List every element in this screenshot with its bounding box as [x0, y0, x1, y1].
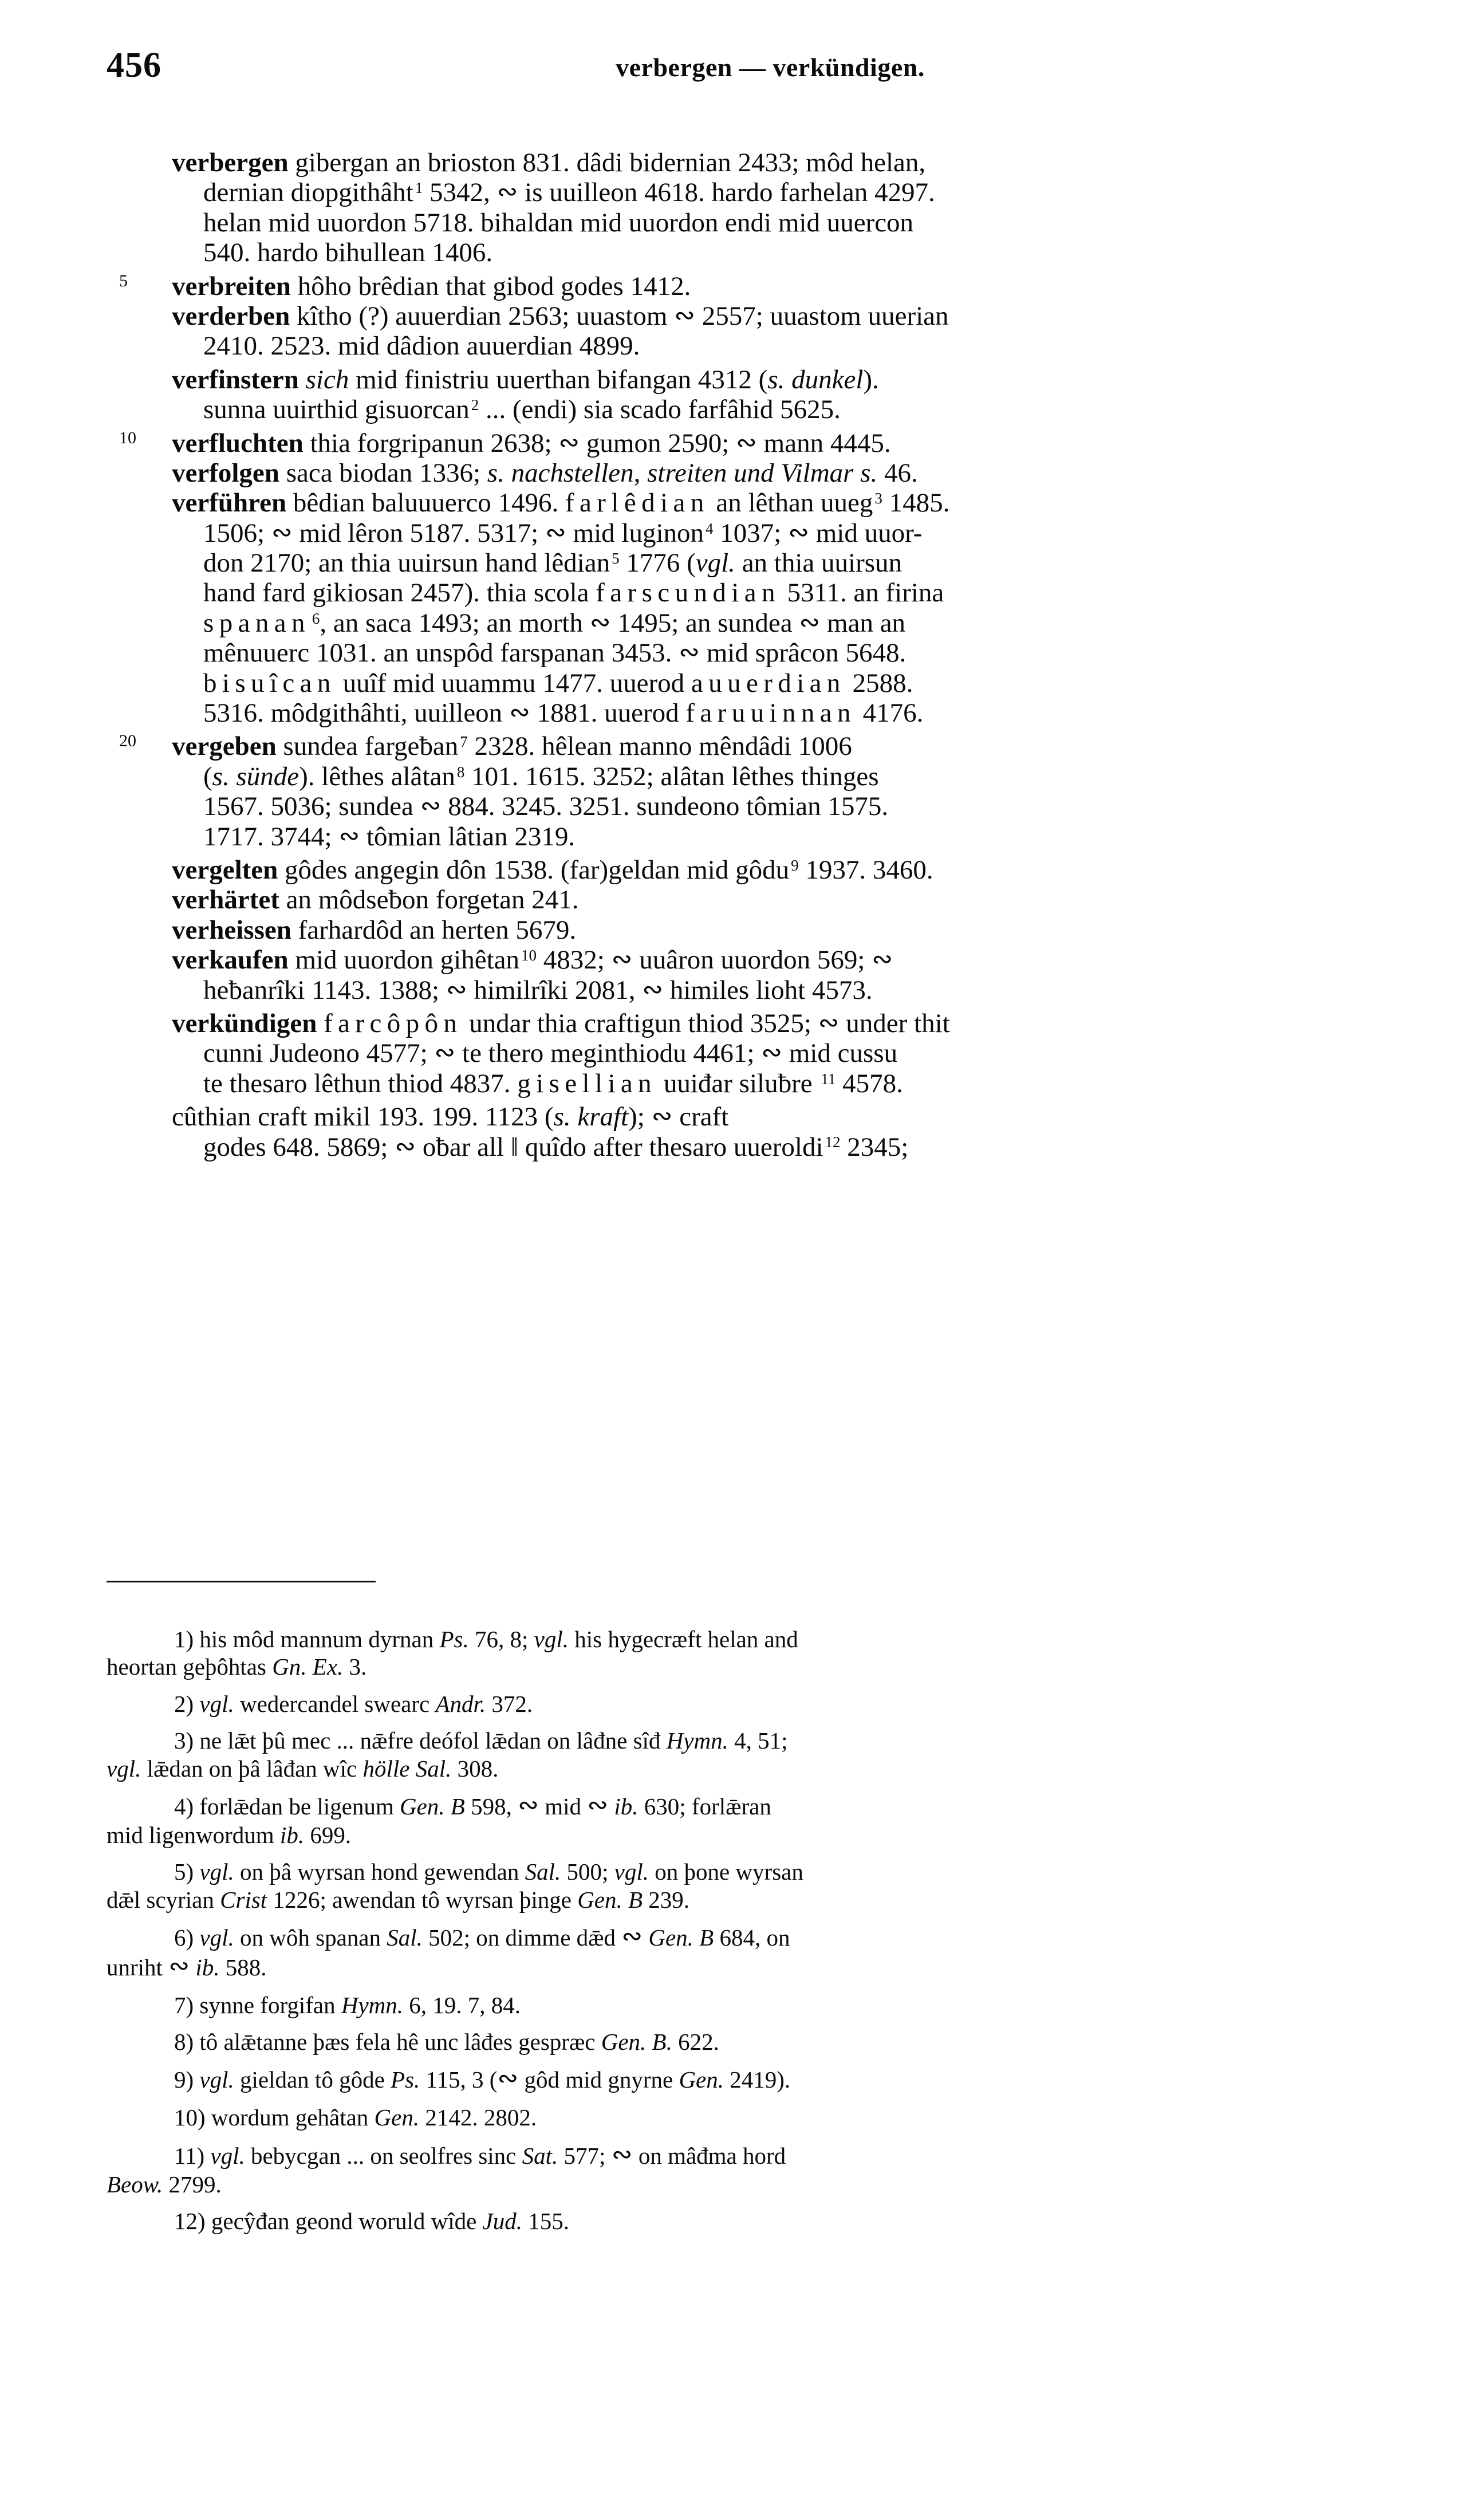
dictionary-entry: cûthian craft mikil 193. 199. 1123 (s. kraft); ∾ craft godes 648. 5869; ∾ oƀar all ‖ quîdo after thesaro uueroldi $^{12}$ 2345; — [172, 1102, 909, 1162]
headword: verheissen — [172, 915, 291, 945]
line-number: 10 — [119, 428, 136, 447]
footnote-ref[interactable]: 9 — [791, 856, 799, 874]
headword: vergeben — [172, 731, 277, 762]
dictionary-entry: verfinstern sich mid finistriu uuerthan bifangan 4312 (s. dunkel). sunna uuirthid gisuorcan $^2$ ... (endi) sia scado farfâhid 5625. — [172, 364, 879, 425]
footnote-ref[interactable]: 6 — [312, 609, 320, 627]
headword: verfinstern — [172, 364, 299, 395]
footnote-ref[interactable]: 3 — [874, 490, 882, 507]
headword: verderben — [172, 301, 290, 331]
footnote-item: 5) vgl. on þâ wyrsan hond gewendan Sal. 500; vgl. on þone wyrsan dǣl scyrian Crist 1226; awendan tô wyrsan þinge Gen. B 239. — [107, 1858, 803, 1913]
footnote-ref[interactable]: 1 — [415, 179, 423, 197]
dictionary-entry: 10 verfluchten thia forgripanun 2638; ∾ gumon 2590; ∾ mann 4445. — [119, 428, 891, 458]
headword: verführen — [172, 488, 287, 518]
footnote-item: 7) synne forgifan Hymn. 6, 19. 7, 84. — [174, 1991, 521, 2018]
footnote-item: 12) gecŷđan geond woruld wîde Jud. 155. — [174, 2208, 569, 2235]
dictionary-entry: verfolgen saca biodan 1336; s. nachstellen, streiten und Vilmar s. 46. — [172, 458, 918, 488]
footnote-rule — [107, 1581, 376, 1582]
footnote-item: 8) tô alǣtanne þæs fela hê unc lâđes gespræc Gen. B. 622. — [174, 2029, 719, 2056]
dictionary-entry: verderben kîtho (?) auuerdian 2563; uuastom ∾ 2557; uuastom uuerian 2410. 2523. mid dâdion auuerdian 4899. — [172, 301, 949, 361]
footnote-ref[interactable]: 8 — [456, 763, 465, 781]
dictionary-entry: 5 verbreiten hôho brêdian that gibod godes 1412. — [119, 271, 691, 301]
headword: verkündigen — [172, 1008, 317, 1038]
footnote-item: 2) vgl. wedercandel swearc Andr. 372. — [174, 1690, 533, 1717]
dictionary-entry: vergelten gôdes angegin dôn 1538. (far)geldan mid gôdu $^9$ 1937. 3460. — [172, 855, 933, 885]
footnote-ref[interactable]: 10 — [521, 947, 537, 964]
footnote-ref[interactable]: 12 — [825, 1133, 841, 1151]
headword: verbergen — [172, 148, 289, 178]
footnote-item: 4) forlǣdan be ligenum Gen. B 598, ∾ mid ∾ ib. 630; forlǣran mid ligenwordum ib. 699. — [107, 1790, 771, 1848]
dictionary-entry: verbergen gibergan an brioston 831. dâdi bidernian 2433; môd helan, dernian diopgithâht $^1$ 5342, ∾ is uuilleon 4618. hardo farhelan 4297. helan mid uuordon 5718. bihaldan mid uuordon endi mid uuercon 540. hardo bihullean 1406. — [172, 148, 935, 268]
line-number: 5 — [119, 271, 128, 290]
dictionary-entry: verkündigen farcôpôn undar thia craftigun thiod 3525; ∾ under thit cunni Judeono 4577; ∾ te thero meginthiodu 4461; ∾ mid cussu te thesaro lêthun thiod 4837. gisellian uuiđar siluƀre $^{11}$ 4578. — [172, 1008, 950, 1098]
footnote-item: 3) ne lǣt þû mec ... nǣfre deófol lǣdan on lâđne sîđ Hymn. 4, 51; vgl. lǣdan on þâ lâđan wîc hölle Sal. 308. — [107, 1727, 788, 1782]
dictionary-entry: verheissen farhardôd an herten 5679. — [172, 915, 577, 945]
footnote-item: 9) vgl. gieldan tô gôde Ps. 115, 3 (∾ gôd mid gnyrne Gen. 2419). — [174, 2064, 791, 2093]
headword: verkaufen — [172, 945, 289, 975]
footnote-ref[interactable]: 2 — [471, 396, 479, 414]
dictionary-entry: verführen bêdian baluuuerco 1496. farlêdian an lêthan uueg $^3$ 1485. 1506; ∾ mid lêron 5187. 5317; ∾ mid luginon $^4$ 1037; ∾ mid uuor- don 2170; an thia uuirsun hand lêdian $^5$ 1776 (vgl. an thia uuirsun hand fard gikiosan 2457). thia scola farscundian 5311. an firina spanan $^6$, an saca 1493; an morth ∾ 1495; an sundea ∾ man an mênuuerc 1031. an unspôd farspanan 3453. ∾ mid sprâcon 5648. bisuîcan uuîf mid uuammu 1477. uuerod auuerdian 2588. 5316. môdgithâhti, uuilleon ∾ 1881. uuerod faruuinnan 4176. — [172, 488, 950, 729]
footnote-list — [0, 1625, 1466, 2244]
footnote-item: 11) vgl. bebycgan ... on seolfres sinc Sat. 577; ∾ on mâđma hord Beow. 2799. — [107, 2140, 786, 2198]
footnote-item: 1) his môd mannum dyrnan Ps. 76, 8; vgl. his hygecræft helan and heortan geþôhtas Gn. Ex. 3. — [107, 1626, 798, 1680]
dictionary-entry: verkaufen mid uuordon gihêtan $^{10}$ 4832; ∾ uuâron uuordon 569; ∾ heƀanrîki 1143. 1388; ∾ himilrîki 2081, ∾ himiles lioht 4573. — [172, 945, 893, 1005]
dictionary-entry: 20 vergeben sundea fargeƀan $^7$ 2328. hêlean manno mêndâdi 1006 (s. sünde). lêthes alâtan $^8$ 101. 1615. 3252; alâtan lêthes thinges 1567. 5036; sundea ∾ 884. 3245. 3251. sundeono tômian 1575. 1717. 3744; ∾ tômian lâtian 2319. — [119, 731, 889, 852]
footnote-ref[interactable]: 11 — [821, 1070, 836, 1088]
running-head — [0, 45, 1466, 86]
dictionary-entry: verhärtet an môdseƀon forgetan 241. — [172, 885, 579, 915]
line-number: 20 — [119, 731, 136, 751]
headword: vergelten — [172, 855, 278, 885]
footnote-ref[interactable]: 4 — [706, 519, 714, 537]
headword: verhärtet — [172, 885, 279, 915]
footnote-ref[interactable]: 5 — [612, 550, 620, 568]
running-title: verbergen — verkündigen. — [616, 53, 925, 82]
footnote-item: 6) vgl. on wôh spanan Sal. 502; on dimme dǣd ∾ Gen. B 684, on unriht ∾ ib. 588. — [107, 1922, 790, 1980]
footnote-item: 10) wordum gehâtan Gen. 2142. 2802. — [174, 2104, 537, 2131]
headword: verbreiten — [172, 271, 291, 301]
footnote-ref[interactable]: 7 — [460, 733, 468, 751]
entry-column — [0, 148, 1466, 1166]
headword: verfluchten — [172, 428, 304, 458]
page-number: 456 — [107, 46, 161, 85]
headword: verfolgen — [172, 458, 279, 488]
